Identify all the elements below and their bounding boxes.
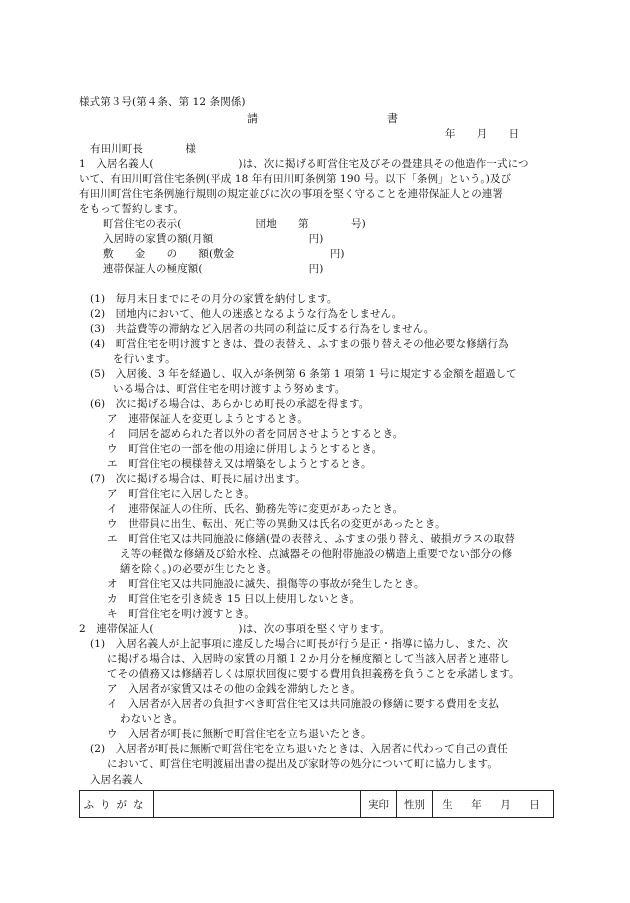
guarantee-limit: 連帯保証人の極度額( 円) <box>103 263 324 275</box>
section1-item-2: (2) 団地内において、他人の迷惑となるような行為をしません。 <box>90 308 403 320</box>
section2-item-2: (2) 入居者が町長に無断で町営住宅を立ち退いたときは、入居者に代わって自己の責任 <box>90 743 508 755</box>
section1-item-7i: イ 連帯保証人の住所、氏名、勤務先等に変更があったとき。 <box>107 503 404 515</box>
housing-display: 町営住宅の表示( 団地 第 号) <box>103 218 366 230</box>
section1-item-5: (5) 入居後、3 年を経過し、収入が条例第 6 条第 1 項第 1 号に規定する金額を超過して <box>90 368 517 380</box>
section1-item-6: (6) 次に掲げる場合は、あらかじめ町長の承認を得ます。 <box>90 398 370 410</box>
section2-item-1-cont-2: てその債務又は修繕若しくは原状回復に要する費用負担義務を負うことを承諾します。 <box>107 668 520 680</box>
section1-item-7ki: キ 町営住宅を明け渡すとき。 <box>107 608 255 620</box>
section1-intro-3: 有田川町営住宅条例施行規則の規定並びに次の事項を堅く守ることを連帯保証人との連署 <box>79 188 503 200</box>
section1-item-6a: ア 連帯保証人を変更しようとするとき。 <box>107 413 308 425</box>
document-title-left: 請 <box>247 112 259 125</box>
section2-item-1a: ア 入居者が家賃又はその他の金銭を滞納したとき。 <box>107 683 361 695</box>
furigana-field[interactable] <box>154 791 361 818</box>
form-number: 様式第３号(第４条、第 12 条関係) <box>79 96 246 108</box>
seal-label: 実印 <box>361 791 397 818</box>
section1-item-7u: ウ 世帯員に出生、転出、死亡等の異動又は氏名の変更があったとき。 <box>107 518 446 530</box>
deposit-amount: 敷 金 の 額(敷金 円) <box>103 248 345 260</box>
section2-item-1u: ウ 入居者が町長に無断で町営住宅を立ち退いたとき。 <box>107 728 372 740</box>
section1-item-3: (3) 共益費等の滞納など入居者の共同の利益に反する行為をしません。 <box>90 323 435 335</box>
section2-item-1i-cont: わないとき。 <box>120 713 184 725</box>
section1-item-7e-cont-2: 繕を除く。)の必要が生じたとき。 <box>120 563 278 575</box>
section1-intro-1: 1 入居名義人( )は、次に掲げる町営住宅及びその畳建具その他造作一式につ <box>79 158 529 170</box>
addressee: 有田川町長 様 <box>90 143 196 155</box>
furigana-label: ふりがな <box>80 791 154 818</box>
applicant-table <box>79 790 554 818</box>
section2-intro: 2 連帯保証人( )は、次の事項を堅く守ります。 <box>79 623 391 635</box>
section1-intro-4: をもって誓約します。 <box>79 203 185 215</box>
section1-item-4-cont: を行います。 <box>113 353 176 365</box>
section1-item-5-cont: いる場合は、町営住宅を明け渡すよう努めます。 <box>113 383 346 395</box>
section1-item-6u: ウ 町営住宅の一部を他の用途に併用しようとするとき。 <box>107 443 383 455</box>
gender-label: 性別 <box>397 791 433 818</box>
section1-item-4: (4) 町営住宅を明け渡すときは、畳の表替え、ふすまの張り替えその他必要な修繕行為 <box>90 338 509 350</box>
section2-item-1: (1) 入居名義人が上記事項に違反した場合に町長が行う是正・指導に協力し、また、次 <box>90 638 508 650</box>
dob-label: 生 年 月 日 <box>433 791 554 818</box>
section1-item-6e: エ 町営住宅の模様替え又は増築をしようとするとき。 <box>107 458 372 470</box>
section1-item-7e-cont-1: え等の軽微な修繕及び給水栓、点滅器その他附帯施設の構造上重要でない部分の修 <box>120 548 513 560</box>
section1-intro-2: いて、有田川町営住宅条例(平成 18 年有田川町条例第 190 号。以下「条例」という。)及び <box>79 173 512 185</box>
rent-amount: 入居時の家賃の額(月額 円) <box>103 233 324 245</box>
section1-item-7e: エ 町営住宅又は共同施設に修繕(畳の表替え、ふすまの張り替え、破損ガラスの取替 <box>107 533 515 545</box>
section1-item-1: (1) 毎月末日までにその月分の家賃を納付します。 <box>90 293 338 305</box>
section2-item-1-cont-1: に掲げる場合は、入居時の家賃の月額１２か月分を極度額として当該入居者と連帯し <box>107 653 510 665</box>
section1-item-7: (7) 次に掲げる場合は、町長に届け出ます。 <box>90 473 306 485</box>
table-caption: 入居名義人 <box>90 774 143 786</box>
section2-item-1i: イ 入居者が入居者の負担すべき町営住宅又は共同施設の修繕に要する費用を支払 <box>107 698 499 710</box>
section1-item-7a: ア 町営住宅に入居したとき。 <box>107 488 255 500</box>
table-row <box>80 791 554 818</box>
section1-item-6i: イ 同居を認められた者以外の者を同居させようとするとき。 <box>107 428 404 440</box>
document-title-right: 書 <box>387 112 399 125</box>
section1-item-7ka: カ 町営住宅を引き続き 15 日以上使用しないとき。 <box>107 593 361 605</box>
section2-item-2-cont: において、町営住宅明渡届出書の提出及び家財等の処分について町に協力します。 <box>107 758 498 770</box>
date-line: 年 月 日 <box>445 128 520 140</box>
section1-item-7o: オ 町営住宅又は共同施設に滅失、損傷等の事故が発生したとき。 <box>107 578 425 590</box>
